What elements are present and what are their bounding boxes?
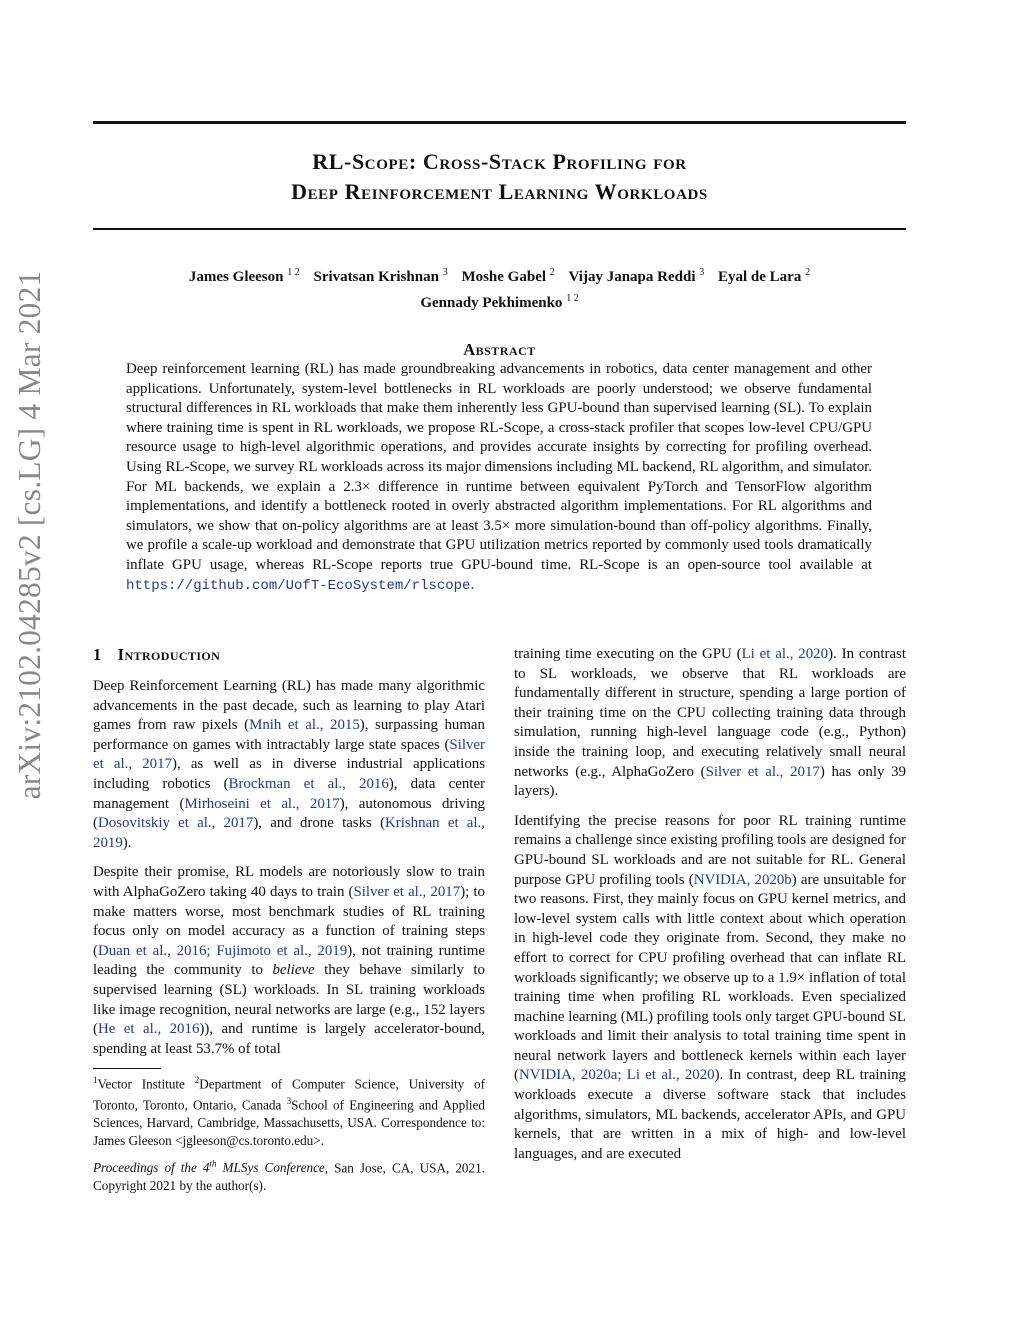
citation-link[interactable]: Silver et al., 2017: [353, 883, 461, 900]
author-line-1: [93, 262, 906, 288]
author-line-2: [93, 288, 906, 314]
citation-link[interactable]: Mnih et al., 2015: [249, 717, 360, 734]
abstract-heading: Abstract: [463, 340, 536, 359]
footnote-rule: [93, 1068, 161, 1069]
author: Srivatsan Krishnan $^3$: [313, 267, 448, 285]
citation-link[interactable]: He et al., 2016: [97, 1021, 200, 1038]
author: Moshe Gabel $^2$: [461, 267, 555, 285]
citation-link[interactable]: Krishnan et al., 2019: [93, 815, 485, 851]
citation-link[interactable]: Dosovitskiy et al., 2017: [97, 815, 254, 832]
proceedings-note: Proceedings of the 4th MLSys Conference, San Jose, CA, USA, 2021. Copyright 2021 by the author(s).: [93, 1159, 485, 1193]
section-number: 1: [93, 645, 102, 664]
paragraph: Deep Reinforcement Learning (RL) has made many algorithmic advancements in the past decade, such as learning to play Atari games from raw pixels (Mnih et al., 2015), surpassing human performance on games with intractably large state spaces (Silver et al., 2017), as well as in diverse industrial applications including robotics (Brockman et al., 2016), data center management (Mirhoseini et al., 2017), autonomous driving (Dosovitskiy et al., 2017), and drone tasks (Krishnan et al., 2019).: [93, 678, 486, 851]
citation-link[interactable]: NVIDIA, 2020b: [693, 871, 792, 888]
left-column: [93, 677, 485, 1069]
section-heading-introduction: [93, 645, 220, 665]
title-rule-top: [93, 121, 906, 124]
paragraph: Despite their promise, RL models are notoriously slow to train with AlphaGoZero taking 40 days to train (Silver et al., 2017); to make matters worse, most benchmark studies of RL training focus only on model accuracy as a function of training steps (Duan et al., 2016; Fujimoto et al., 2019), not training runtime leading the community to believe they behave similarly to supervised learning (SL) workloads. In SL training workloads like image recognition, neural networks are large (e.g., 152 layers (He et al., 2016)), and runtime is largely accelerator-bound, spending at least 53.7% of total: [93, 864, 486, 1057]
citation-link[interactable]: Duan et al., 2016; Fujimoto et al., 2019: [97, 942, 348, 959]
author: James Gleeson $^{1 2}$: [188, 267, 300, 285]
paragraph: training time executing on the GPU (Li et al., 2020). In contrast to SL workloads, we observe that RL workloads are fundamentally different in structure, spending a large portion of their training time on the CPU collecting training data through simulation, running high-level language code (e.g., Python) inside the training loop, and executing relatively small neural networks (e.g., AlphaGoZero (Silver et al., 2017) has only 39 layers).: [514, 646, 906, 800]
author: Gennady Pekhimenko $^{1 2}$: [420, 293, 579, 311]
paper-title: [93, 147, 906, 207]
github-url-link[interactable]: https://github.com/UofT-EcoSystem/rlscope: [126, 577, 471, 594]
author: Vijay Janapa Reddi $^3$: [568, 267, 705, 285]
arxiv-id-text: arXiv:2102.04285v2 [cs.LG] 4 Mar 2021: [12, 270, 47, 800]
title-rule-bottom: [93, 228, 906, 230]
right-column: [514, 645, 906, 1174]
citation-link[interactable]: Mirhoseini et al., 2017: [184, 795, 340, 812]
affiliation-footnote: $^1$Vector Institute $^2$Department of Computer Science, University of Toronto, Toronto, Ontario, Canada $^3$School of Engineering and Applied Sciences, Harvard, Cambridge, Massachusetts, USA. Correspondence to: James Gleeson <jgleeson@cs.toronto.edu>.: [93, 1075, 485, 1148]
citation-link[interactable]: Brockman et al., 2016: [228, 775, 389, 792]
citation-link[interactable]: Silver et al., 2017: [705, 763, 820, 780]
emphasis: believe: [272, 962, 315, 979]
arxiv-identifier-stamp: [10, 140, 50, 930]
author-list: [93, 262, 906, 314]
citation-link[interactable]: NVIDIA, 2020a; Li et al., 2020: [518, 1067, 715, 1084]
citation-link[interactable]: Silver et al., 2017: [93, 736, 485, 773]
paragraph: Identifying the precise reasons for poor RL training runtime remains a challenge since existing profiling tools are designed for GPU-bound SL workloads and are not suitable for RL. General purpose GPU profiling tools (NVIDIA, 2020b) are unsuitable for two reasons. First, they mainly focus on GPU kernel metrics, and low-level system calls with little context about which operation in high-level code they originate from. Second, they make no effort to correct for CPU profiling overhead that can inflate RL workloads significantly; we observe up to a 1.9× inflation of total training time when profiling RL workloads. Even specialized machine learning (ML) profiling tools only target GPU-bound SL workloads and limit their analysis to total training time spent in neural network layers and bottleneck kernels within each layer (NVIDIA, 2020a; Li et al., 2020). In contrast, deep RL training workloads execute a diverse software stack that includes algorithms, simulators, ML backends, accelerator APIs, and GPU kernels, that are written in a mix of high- and low-level languages, and are executed: [514, 812, 906, 1162]
title-line-1: RL-Scope: Cross-Stack Profiling for: [312, 149, 687, 174]
author: Eyal de Lara $^2$: [718, 267, 811, 285]
title-line-2: Deep Reinforcement Learning Workloads: [291, 179, 708, 204]
section-title: Introduction: [117, 645, 221, 664]
abstract-body: Deep reinforcement learning (RL) has made groundbreaking advancements in robotics, data center management and other applications. Unfortunately, system-level bottlenecks in RL workloads are poorly understood; we observe fundamental structural differences in RL workloads that make them inherently less GPU-bound than supervised learning (SL). To explain where training time is spent in RL workloads, we propose RL-Scope, a cross-stack profiler that scopes low-level CPU/GPU resource usage to high-level algorithmic operations, and provides accurate insights by correcting for profiling overhead. Using RL-Scope, we survey RL workloads across its major dimensions including ML backend, RL algorithm, and simulator. For ML backends, we explain a 2.3× difference in runtime between equivalent PyTorch and TensorFlow algorithm implementations, and identify a bottleneck rooted in overly abstracted algorithm implementations. For RL algorithms and simulators, we show that on-policy algorithms are at least 3.5× more simulation-bound than off-policy algorithms. Finally, we profile a scale-up workload and demonstrate that GPU utilization metrics reported by commonly used tools dramatically inflate GPU usage, whereas RL-Scope reports true GPU-bound time. RL-Scope is an open-source tool available at https://github.com/UofT-EcoSystem/rlscope.: [126, 361, 872, 594]
citation-link[interactable]: Li et al., 2020: [741, 646, 829, 662]
